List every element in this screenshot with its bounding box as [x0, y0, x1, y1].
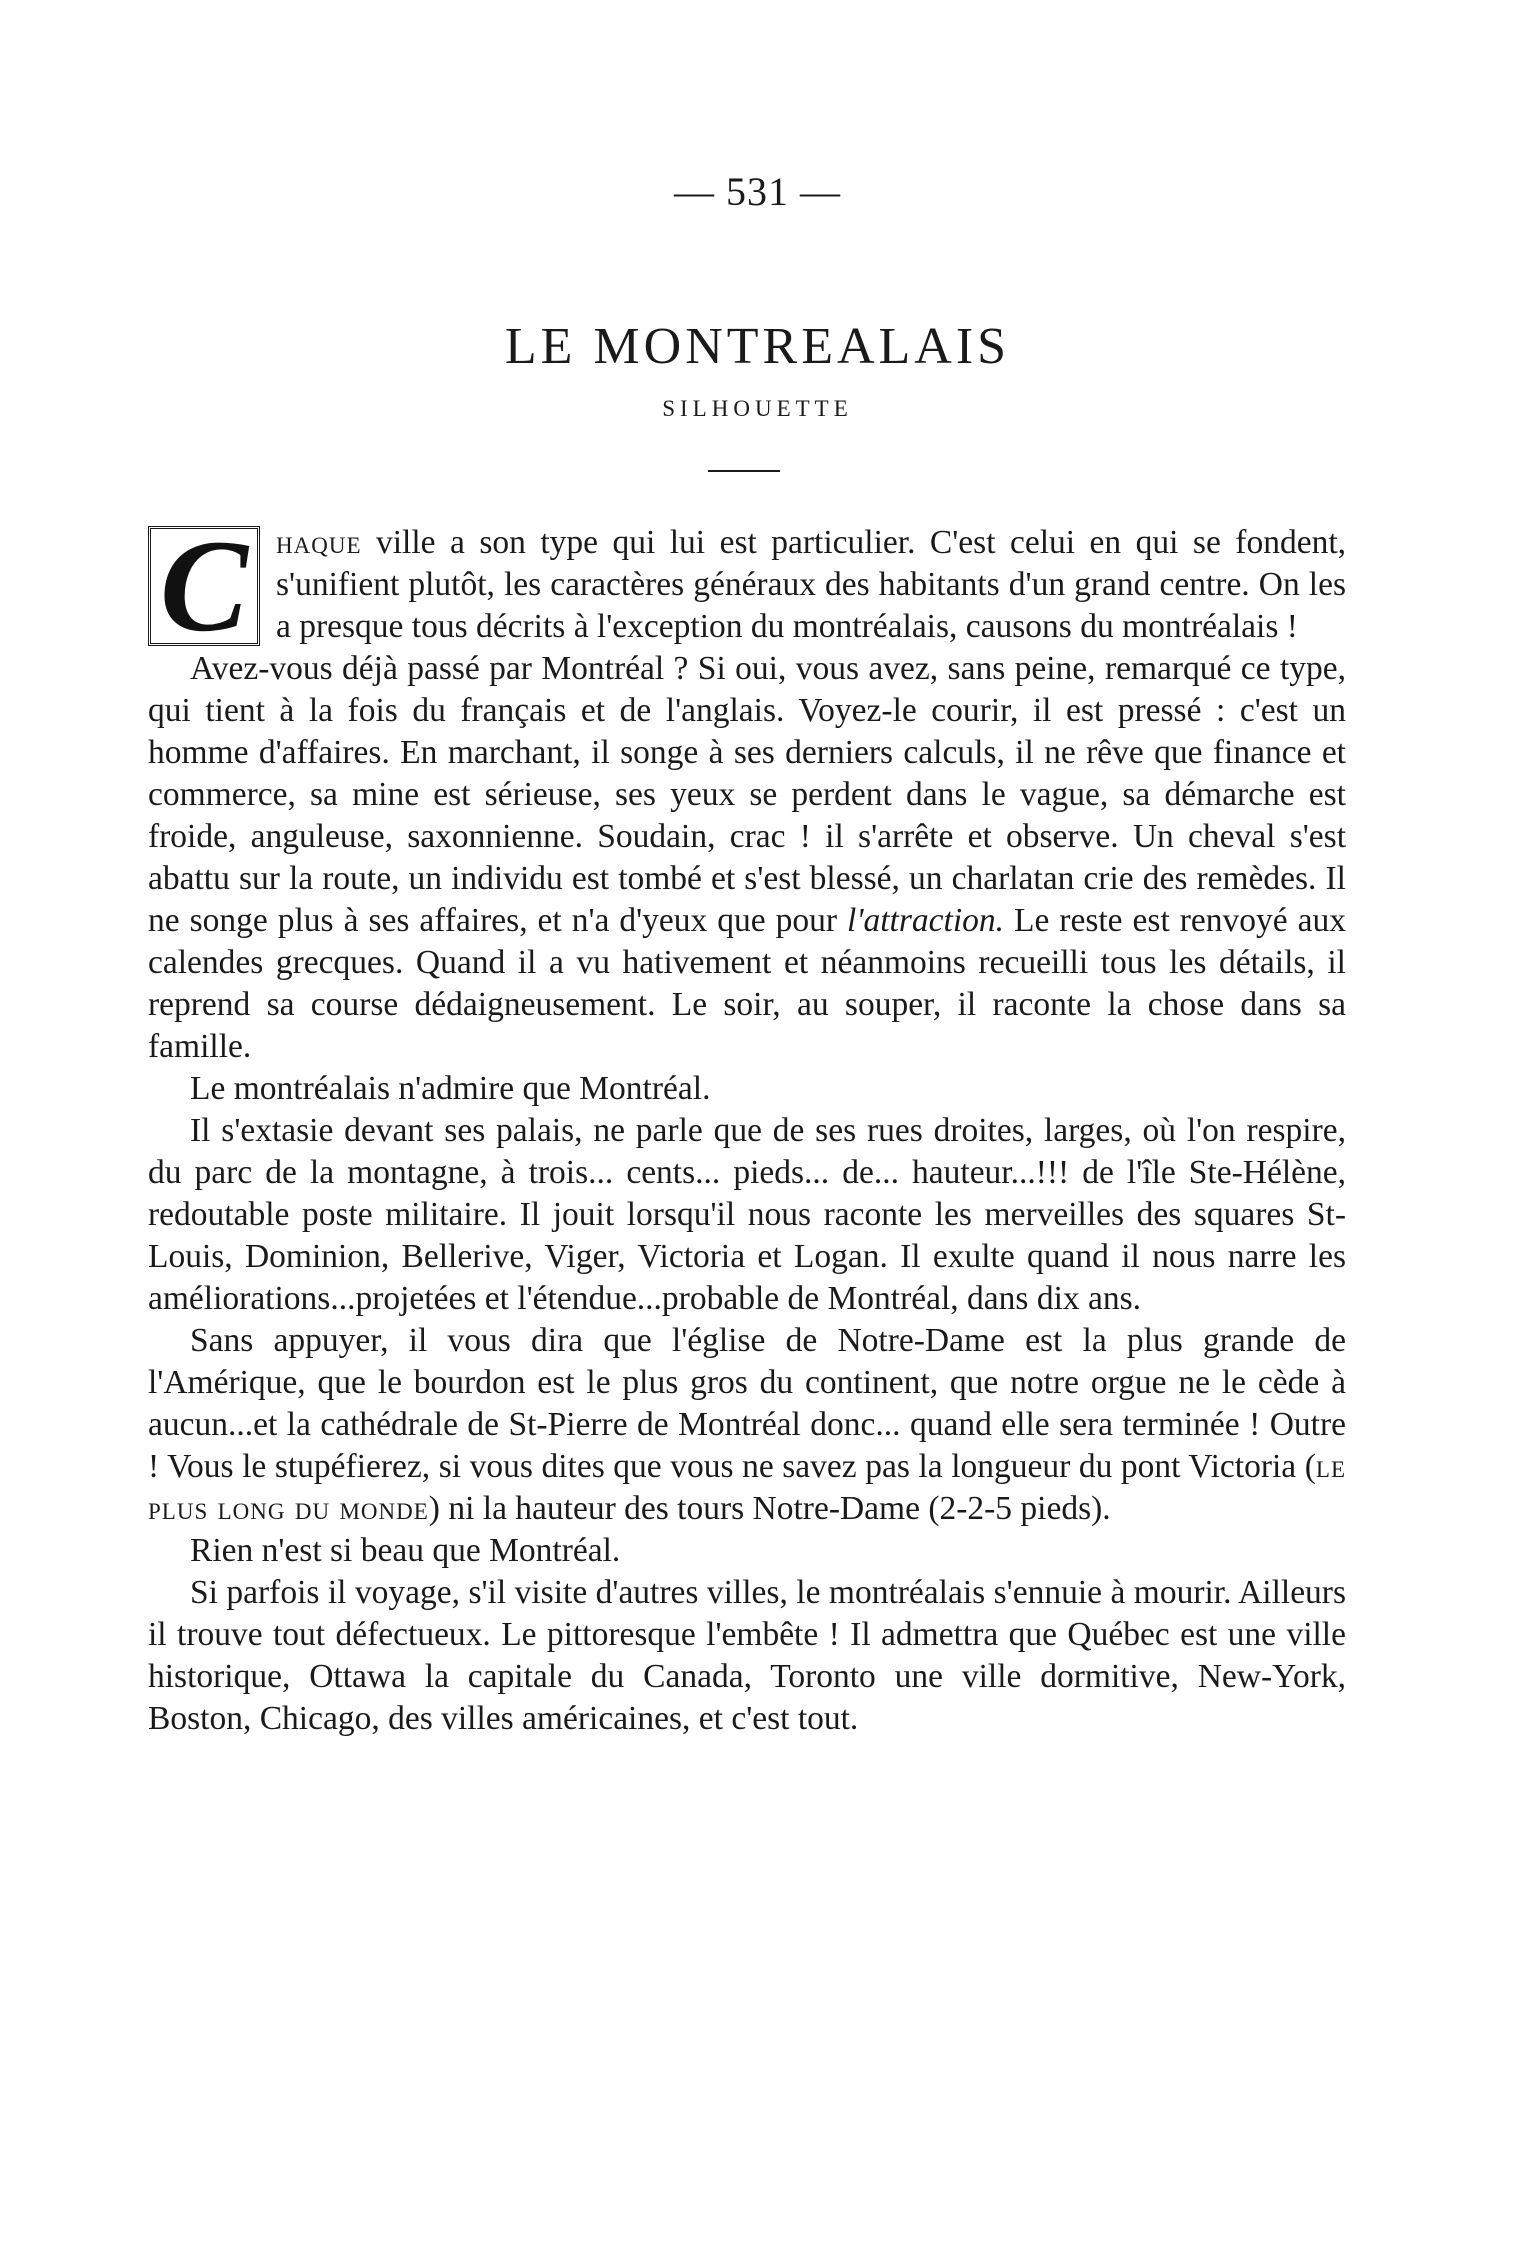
paragraph-7: Si parfois il voyage, s'il visite d'autres villes, le montréalais s'ennuie à mourir. Ailleurs il trouve tout défectueux. Le pittoresque l'embête ! Il admettra que Québec est une ville historique, Ottawa la capitale du Canada, Toronto une ville dormitive, New-York, Boston, Chicago, des villes américaines, et c'est tout. [148, 1574, 1346, 1737]
chapter-subtitle: SILHOUETTE [662, 396, 853, 421]
drop-cap-initial: C [148, 526, 260, 646]
paragraph-4: Il s'extasie devant ses palais, ne parle que de ses rues droites, larges, où l'on respire, du parc de la montagne, à trois... cents... pieds... de... hauteur...!!! de l'île Ste-Hélène, redoutable poste militaire. Il jouit lorsqu'il nous raconte les merveilles des squares St-Louis, Dominion, Bellerive, Viger, Victoria et Logan. Il exulte quand il nous narre les améliorations...projetées et l'étendue...probable de Montréal, dans dix ans. [148, 1112, 1346, 1317]
chapter-title: LE MONTREALAIS [504, 317, 1011, 375]
paragraph-6: Rien n'est si beau que Montréal. [190, 1532, 621, 1569]
paragraph-5-small-caps: le plus long du monde [148, 1448, 1346, 1527]
paragraph-2-text-a: Avez-vous déjà passé par Montréal ? Si oui, vous avez, sans peine, remarqué ce type, qui tient à la fois du français et de l'anglais. Voyez-le courir, il est pressé : c'est un homme d'affaires. En marchant, il songe à ses derniers calculs, il ne rêve que finance et commerce, sa mine est sérieuse, ses yeux se perdent dans le vague, sa démarche est froide, anguleuse, saxonnienne. Soudain, crac ! il s'arrête et observe. Un cheval s'est abattu sur la route, un individu est tombé et s'est blessé, un charlatan crie des remèdes. Il ne songe plus à ses affaires, et n'a d'yeux que pour [148, 650, 1346, 939]
paragraph-1-text: ville a son type qui lui est particulier. C'est celui en qui se fondent, s'unifient plutôt, les caractères généraux des habitants d'un grand centre. On les a presque tous décrits à l'exception du montréalais, causons du montréalais ! [276, 524, 1346, 645]
page-number: — 531 — [674, 169, 841, 214]
paragraph-3: Le montréalais n'admire que Montréal. [190, 1070, 711, 1107]
paragraph-1 [148, 512, 1346, 659]
title-divider [708, 470, 780, 472]
paragraph-2-text-b: Le reste est renvoyé aux calendes grecques. Quand il a vu hativement et néanmoins recueilli tous les détails, il reprend sa course dédaigneusement. Le soir, au souper, il raconte la chose dans sa famille. [148, 902, 1346, 1065]
paragraph-5-text-b: ) ni la hauteur des tours Notre-Dame (2-2-5 pieds). [428, 1490, 1111, 1527]
paragraph-5-text-a: Sans appuyer, il vous dira que l'église de Notre-Dame est la plus grande de l'Amérique, que le bourdon est le plus gros du continent, que notre orgue ne le cède à aucun...et la cathédrale de St-Pierre de Montréal donc... quand elle sera terminée ! Outre ! Vous le stupéfierez, si vous dites que vous ne savez pas la longueur du pont Victoria ( [148, 1322, 1346, 1485]
paragraph-2 [148, 648, 1346, 1068]
lead-small-caps: haque [276, 524, 362, 561]
body-text [148, 512, 1346, 1740]
paragraph-2-italic: l'attraction. [847, 902, 1004, 939]
paragraph-5 [148, 1320, 1346, 1530]
